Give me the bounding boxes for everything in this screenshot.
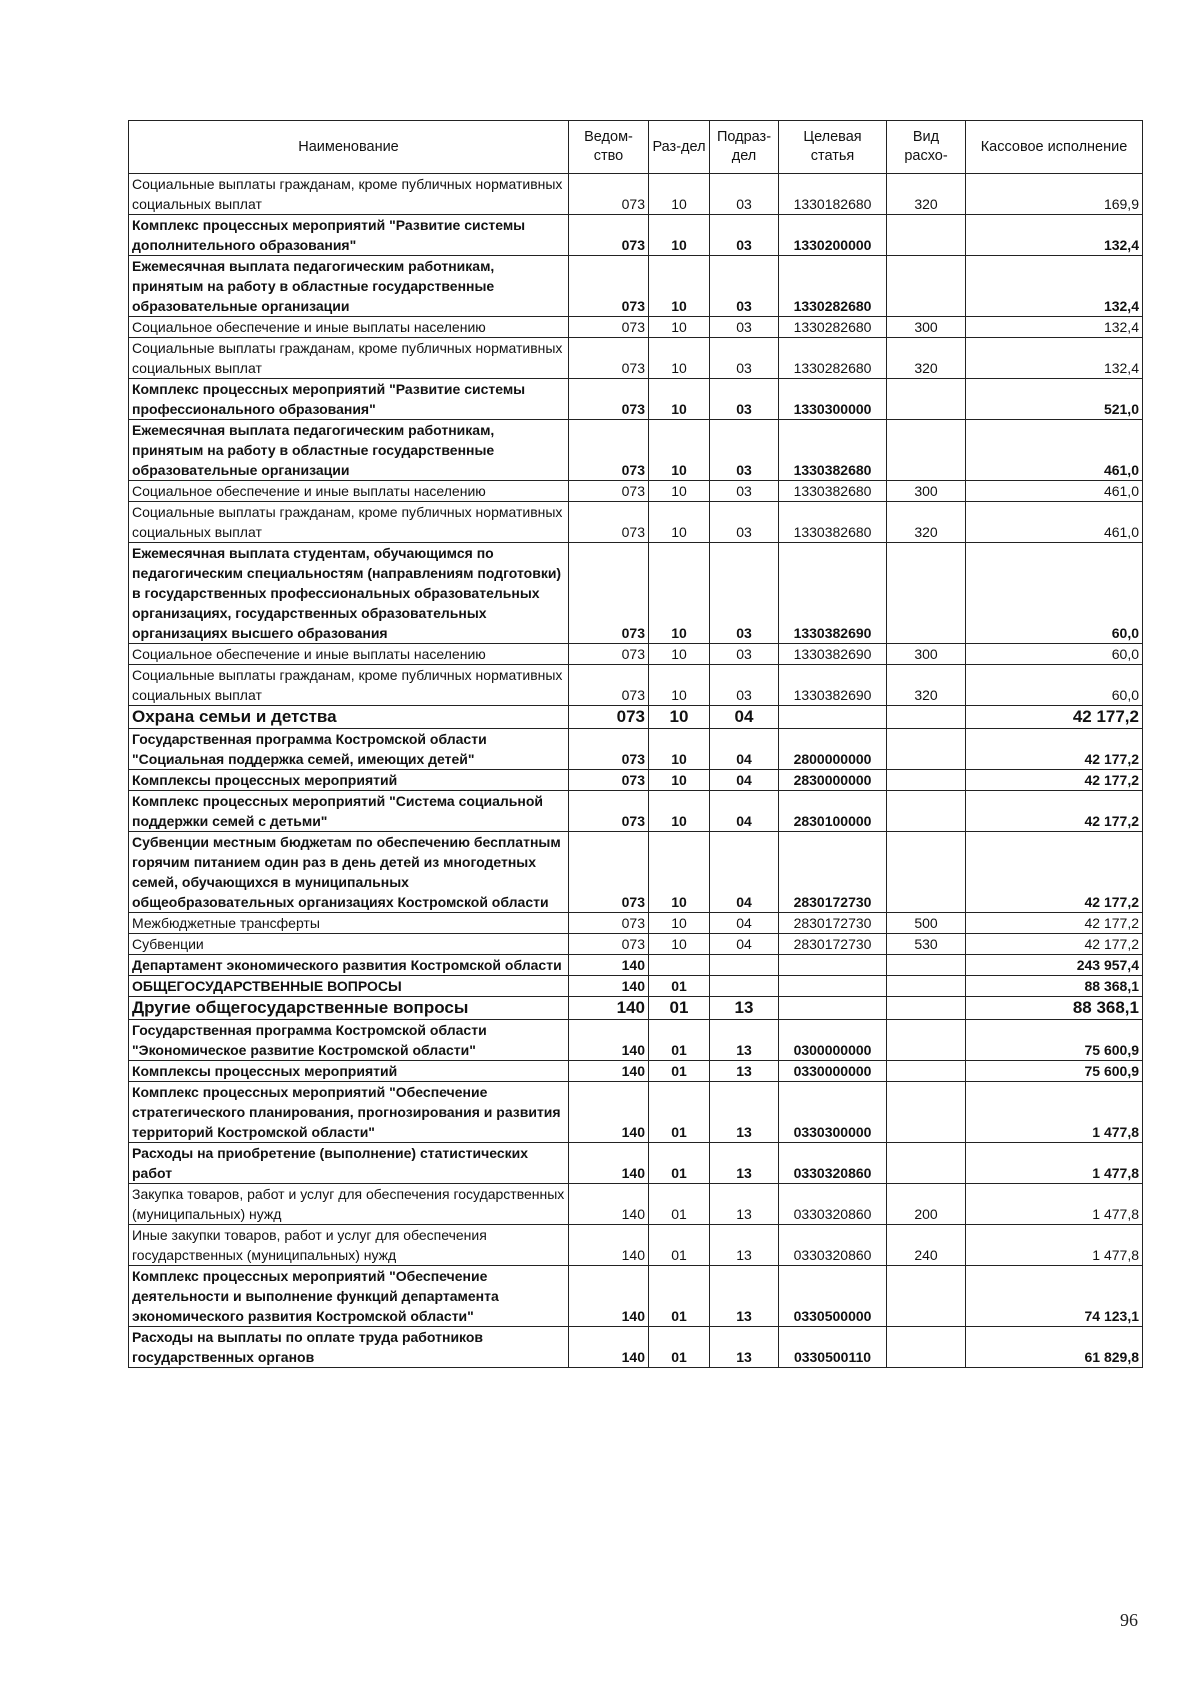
- row-vedomstvo: 073: [569, 317, 649, 338]
- row-kassovoe-ispolnenie: 42 177,2: [966, 729, 1143, 770]
- row-razdel: 10: [649, 174, 710, 215]
- row-vedomstvo: 073: [569, 256, 649, 317]
- row-podrazdel: 13: [710, 1061, 779, 1082]
- row-razdel: 01: [649, 1020, 710, 1061]
- row-kassovoe-ispolnenie: 75 600,9: [966, 1020, 1143, 1061]
- row-vedomstvo: 073: [569, 502, 649, 543]
- row-vedomstvo: 073: [569, 379, 649, 420]
- row-vid-rashoda: [887, 1143, 966, 1184]
- table-row: [129, 420, 1143, 481]
- row-vedomstvo: 073: [569, 729, 649, 770]
- row-kassovoe-ispolnenie: 42 177,2: [966, 934, 1143, 955]
- header-razdel: Раз-дел: [649, 121, 710, 174]
- table-row: [129, 832, 1143, 913]
- row-razdel: 10: [649, 317, 710, 338]
- row-name: Комплекс процессных мероприятий "Обеспечение деятельности и выполнение функций департамента экономического развития Костромской области": [129, 1266, 569, 1327]
- header-kassovoe-ispolnenie: Кассовое исполнение: [966, 121, 1143, 174]
- row-celevaya-statya: 2800000000: [779, 729, 887, 770]
- row-celevaya-statya: 0330320860: [779, 1225, 887, 1266]
- row-vid-rashoda: 320: [887, 502, 966, 543]
- row-razdel: 10: [649, 913, 710, 934]
- row-kassovoe-ispolnenie: 1 477,8: [966, 1143, 1143, 1184]
- row-celevaya-statya: 1330382680: [779, 502, 887, 543]
- table-row: [129, 1225, 1143, 1266]
- table-row: [129, 1061, 1143, 1082]
- row-razdel: 01: [649, 1082, 710, 1143]
- row-kassovoe-ispolnenie: 1 477,8: [966, 1184, 1143, 1225]
- table-row: [129, 729, 1143, 770]
- table-row: [129, 1082, 1143, 1143]
- row-celevaya-statya: 2830172730: [779, 832, 887, 913]
- row-kassovoe-ispolnenie: 61 829,8: [966, 1327, 1143, 1368]
- row-vid-rashoda: [887, 997, 966, 1020]
- row-name: Социальное обеспечение и иные выплаты населению: [129, 481, 569, 502]
- row-podrazdel: [710, 976, 779, 997]
- row-name: Другие общегосударственные вопросы: [129, 997, 569, 1020]
- row-podrazdel: 13: [710, 1266, 779, 1327]
- row-celevaya-statya: [779, 706, 887, 729]
- row-razdel: 01: [649, 1266, 710, 1327]
- row-kassovoe-ispolnenie: 132,4: [966, 338, 1143, 379]
- row-name: Социальные выплаты гражданам, кроме публичных нормативных социальных выплат: [129, 174, 569, 215]
- table-row: [129, 997, 1143, 1020]
- row-vid-rashoda: [887, 256, 966, 317]
- table-row: [129, 379, 1143, 420]
- row-name: Субвенции: [129, 934, 569, 955]
- budget-table-sheet: [128, 120, 1142, 1368]
- table-row: [129, 665, 1143, 706]
- row-podrazdel: 04: [710, 770, 779, 791]
- table-row: [129, 256, 1143, 317]
- row-vedomstvo: 140: [569, 1143, 649, 1184]
- row-vedomstvo: 073: [569, 420, 649, 481]
- row-podrazdel: 04: [710, 791, 779, 832]
- row-kassovoe-ispolnenie: 169,9: [966, 174, 1143, 215]
- row-kassovoe-ispolnenie: 42 177,2: [966, 770, 1143, 791]
- header-podrazdel: Подраз-дел: [710, 121, 779, 174]
- row-celevaya-statya: 0330300000: [779, 1082, 887, 1143]
- header-name: Наименование: [129, 121, 569, 174]
- row-razdel: 10: [649, 481, 710, 502]
- row-vid-rashoda: [887, 770, 966, 791]
- row-vid-rashoda: [887, 1327, 966, 1368]
- row-razdel: 10: [649, 832, 710, 913]
- row-kassovoe-ispolnenie: 521,0: [966, 379, 1143, 420]
- row-vedomstvo: 073: [569, 338, 649, 379]
- row-vedomstvo: 140: [569, 1266, 649, 1327]
- row-podrazdel: 03: [710, 543, 779, 644]
- table-row: [129, 502, 1143, 543]
- row-podrazdel: 03: [710, 420, 779, 481]
- row-vid-rashoda: [887, 1266, 966, 1327]
- page-number: 96: [1120, 1610, 1138, 1630]
- budget-table: [128, 120, 1143, 1368]
- row-celevaya-statya: 1330182680: [779, 174, 887, 215]
- row-name: Ежемесячная выплата педагогическим работникам, принятым на работу в областные государственные образовательные организации: [129, 256, 569, 317]
- row-vid-rashoda: 300: [887, 317, 966, 338]
- row-name: Ежемесячная выплата педагогическим работникам, принятым на работу в областные государственные образовательные организации: [129, 420, 569, 481]
- row-kassovoe-ispolnenie: 42 177,2: [966, 706, 1143, 729]
- row-name: Департамент экономического развития Костромской области: [129, 955, 569, 976]
- row-celevaya-statya: 1330382690: [779, 644, 887, 665]
- row-vedomstvo: 140: [569, 1082, 649, 1143]
- header-vid-rashoda: Вид расхо-: [887, 121, 966, 174]
- row-name: Государственная программа Костромской области "Социальная поддержка семей, имеющих детей": [129, 729, 569, 770]
- row-vedomstvo: 073: [569, 706, 649, 729]
- row-celevaya-statya: 2830172730: [779, 934, 887, 955]
- row-podrazdel: 03: [710, 215, 779, 256]
- table-row: [129, 481, 1143, 502]
- row-podrazdel: 13: [710, 1143, 779, 1184]
- row-celevaya-statya: 1330282680: [779, 317, 887, 338]
- row-vedomstvo: 140: [569, 955, 649, 976]
- row-vid-rashoda: [887, 215, 966, 256]
- row-name: Охрана семьи и детства: [129, 706, 569, 729]
- row-kassovoe-ispolnenie: 461,0: [966, 420, 1143, 481]
- row-celevaya-statya: 1330382680: [779, 420, 887, 481]
- table-row: [129, 644, 1143, 665]
- row-celevaya-statya: 0330000000: [779, 1061, 887, 1082]
- row-podrazdel: 04: [710, 934, 779, 955]
- table-row: [129, 1143, 1143, 1184]
- row-vid-rashoda: 300: [887, 481, 966, 502]
- row-vedomstvo: 073: [569, 934, 649, 955]
- row-podrazdel: 03: [710, 256, 779, 317]
- row-vedomstvo: 140: [569, 1020, 649, 1061]
- row-razdel: 10: [649, 256, 710, 317]
- row-razdel: 10: [649, 644, 710, 665]
- row-podrazdel: 04: [710, 913, 779, 934]
- row-kassovoe-ispolnenie: 60,0: [966, 543, 1143, 644]
- row-razdel: 01: [649, 1225, 710, 1266]
- table-row: [129, 338, 1143, 379]
- row-vedomstvo: 140: [569, 1327, 649, 1368]
- row-vid-rashoda: [887, 1020, 966, 1061]
- row-vid-rashoda: [887, 1082, 966, 1143]
- row-podrazdel: 13: [710, 1184, 779, 1225]
- row-name: Ежемесячная выплата студентам, обучающимся по педагогическим специальностям (направлениям подготовки) в государственных профессиональных образовательных организациях, государственных образовательных организациях высшего образования: [129, 543, 569, 644]
- table-row: [129, 174, 1143, 215]
- row-name: Субвенции местным бюджетам по обеспечению бесплатным горячим питанием один раз в день детей из многодетных семей, обучающихся в муниципальных общеобразовательных организациях Костромской области: [129, 832, 569, 913]
- row-vedomstvo: 073: [569, 215, 649, 256]
- row-podrazdel: 13: [710, 997, 779, 1020]
- row-name: Комплексы процессных мероприятий: [129, 770, 569, 791]
- row-name: Комплекс процессных мероприятий "Развитие системы дополнительного образования": [129, 215, 569, 256]
- row-vid-rashoda: [887, 379, 966, 420]
- row-razdel: 10: [649, 729, 710, 770]
- row-vedomstvo: 073: [569, 644, 649, 665]
- row-razdel: 10: [649, 934, 710, 955]
- row-celevaya-statya: 1330282680: [779, 338, 887, 379]
- row-kassovoe-ispolnenie: 461,0: [966, 481, 1143, 502]
- row-celevaya-statya: 2830172730: [779, 913, 887, 934]
- row-vedomstvo: 073: [569, 770, 649, 791]
- row-podrazdel: 03: [710, 502, 779, 543]
- row-celevaya-statya: [779, 976, 887, 997]
- row-kassovoe-ispolnenie: 243 957,4: [966, 955, 1143, 976]
- row-vedomstvo: 140: [569, 997, 649, 1020]
- row-podrazdel: 13: [710, 1082, 779, 1143]
- header-vedomstvo: Ведом-ство: [569, 121, 649, 174]
- row-vedomstvo: 140: [569, 1225, 649, 1266]
- row-celevaya-statya: 2830000000: [779, 770, 887, 791]
- row-name: ОБЩЕГОСУДАРСТВЕННЫЕ ВОПРОСЫ: [129, 976, 569, 997]
- row-podrazdel: 04: [710, 706, 779, 729]
- row-celevaya-statya: 1330282680: [779, 256, 887, 317]
- row-name: Социальные выплаты гражданам, кроме публичных нормативных социальных выплат: [129, 338, 569, 379]
- row-name: Государственная программа Костромской области "Экономическое развитие Костромской области": [129, 1020, 569, 1061]
- row-razdel: 10: [649, 706, 710, 729]
- row-razdel: [649, 955, 710, 976]
- table-row: [129, 215, 1143, 256]
- row-name: Комплекс процессных мероприятий "Развитие системы профессионального образования": [129, 379, 569, 420]
- row-podrazdel: 03: [710, 174, 779, 215]
- row-vedomstvo: 073: [569, 913, 649, 934]
- row-vedomstvo: 140: [569, 1061, 649, 1082]
- row-razdel: 10: [649, 665, 710, 706]
- row-celevaya-statya: 0330500000: [779, 1266, 887, 1327]
- row-kassovoe-ispolnenie: 88 368,1: [966, 976, 1143, 997]
- row-vid-rashoda: 530: [887, 934, 966, 955]
- table-row: [129, 317, 1143, 338]
- row-podrazdel: 13: [710, 1020, 779, 1061]
- row-vid-rashoda: 200: [887, 1184, 966, 1225]
- row-kassovoe-ispolnenie: 132,4: [966, 215, 1143, 256]
- row-podrazdel: 03: [710, 644, 779, 665]
- row-vid-rashoda: 500: [887, 913, 966, 934]
- row-razdel: 10: [649, 215, 710, 256]
- table-row: [129, 706, 1143, 729]
- row-podrazdel: 04: [710, 729, 779, 770]
- table-row: [129, 913, 1143, 934]
- row-name: Комплекс процессных мероприятий "Обеспечение стратегического планирования, прогнозирования и развития территорий Костромской области": [129, 1082, 569, 1143]
- row-razdel: 01: [649, 1327, 710, 1368]
- row-kassovoe-ispolnenie: 461,0: [966, 502, 1143, 543]
- row-kassovoe-ispolnenie: 132,4: [966, 317, 1143, 338]
- table-row: [129, 543, 1143, 644]
- row-kassovoe-ispolnenie: 88 368,1: [966, 997, 1143, 1020]
- row-celevaya-statya: 2830100000: [779, 791, 887, 832]
- row-name: Расходы на приобретение (выполнение) статистических работ: [129, 1143, 569, 1184]
- row-razdel: 01: [649, 1061, 710, 1082]
- table-row: [129, 976, 1143, 997]
- row-razdel: 01: [649, 1184, 710, 1225]
- row-podrazdel: 03: [710, 317, 779, 338]
- row-vedomstvo: 140: [569, 1184, 649, 1225]
- row-celevaya-statya: 1330382690: [779, 543, 887, 644]
- row-celevaya-statya: 1330200000: [779, 215, 887, 256]
- row-celevaya-statya: [779, 997, 887, 1020]
- row-vid-rashoda: 320: [887, 338, 966, 379]
- row-vid-rashoda: [887, 832, 966, 913]
- row-vedomstvo: 073: [569, 832, 649, 913]
- row-vid-rashoda: [887, 420, 966, 481]
- row-razdel: 10: [649, 420, 710, 481]
- row-podrazdel: 04: [710, 832, 779, 913]
- row-name: Комплексы процессных мероприятий: [129, 1061, 569, 1082]
- table-row: [129, 770, 1143, 791]
- row-vedomstvo: 073: [569, 481, 649, 502]
- table-header-row: [129, 121, 1143, 174]
- row-name: Закупка товаров, работ и услуг для обеспечения государственных (муниципальных) нужд: [129, 1184, 569, 1225]
- row-vid-rashoda: 300: [887, 644, 966, 665]
- table-row: [129, 934, 1143, 955]
- row-podrazdel: 03: [710, 379, 779, 420]
- table-row: [129, 1266, 1143, 1327]
- row-vid-rashoda: [887, 706, 966, 729]
- row-podrazdel: 03: [710, 338, 779, 379]
- row-kassovoe-ispolnenie: 42 177,2: [966, 832, 1143, 913]
- row-vid-rashoda: 240: [887, 1225, 966, 1266]
- row-celevaya-statya: 0330500110: [779, 1327, 887, 1368]
- row-kassovoe-ispolnenie: 42 177,2: [966, 913, 1143, 934]
- table-row: [129, 791, 1143, 832]
- row-vid-rashoda: [887, 955, 966, 976]
- row-name: Социальные выплаты гражданам, кроме публичных нормативных социальных выплат: [129, 502, 569, 543]
- row-podrazdel: 03: [710, 665, 779, 706]
- table-row: [129, 1327, 1143, 1368]
- row-vedomstvo: 073: [569, 791, 649, 832]
- row-vid-rashoda: [887, 1061, 966, 1082]
- header-celevaya-statya: Целевая статья: [779, 121, 887, 174]
- row-razdel: 10: [649, 543, 710, 644]
- row-razdel: 01: [649, 1143, 710, 1184]
- row-razdel: 10: [649, 502, 710, 543]
- row-podrazdel: 13: [710, 1327, 779, 1368]
- row-kassovoe-ispolnenie: 1 477,8: [966, 1082, 1143, 1143]
- row-name: Социальные выплаты гражданам, кроме публичных нормативных социальных выплат: [129, 665, 569, 706]
- row-name: Иные закупки товаров, работ и услуг для обеспечения государственных (муниципальных) нужд: [129, 1225, 569, 1266]
- row-kassovoe-ispolnenie: 60,0: [966, 644, 1143, 665]
- row-celevaya-statya: 1330382680: [779, 481, 887, 502]
- row-celevaya-statya: 0330320860: [779, 1184, 887, 1225]
- row-razdel: 10: [649, 379, 710, 420]
- row-razdel: 01: [649, 976, 710, 997]
- row-celevaya-statya: [779, 955, 887, 976]
- row-kassovoe-ispolnenie: 132,4: [966, 256, 1143, 317]
- row-podrazdel: 03: [710, 481, 779, 502]
- row-name: Комплекс процессных мероприятий "Система социальной поддержки семей с детьми": [129, 791, 569, 832]
- row-vid-rashoda: [887, 791, 966, 832]
- row-celevaya-statya: 1330300000: [779, 379, 887, 420]
- row-name: Расходы на выплаты по оплате труда работников государственных органов: [129, 1327, 569, 1368]
- row-celevaya-statya: 1330382690: [779, 665, 887, 706]
- row-vid-rashoda: 320: [887, 665, 966, 706]
- row-name: Социальное обеспечение и иные выплаты населению: [129, 317, 569, 338]
- row-celevaya-statya: 0300000000: [779, 1020, 887, 1061]
- row-kassovoe-ispolnenie: 1 477,8: [966, 1225, 1143, 1266]
- table-row: [129, 1184, 1143, 1225]
- row-vid-rashoda: [887, 543, 966, 644]
- row-kassovoe-ispolnenie: 74 123,1: [966, 1266, 1143, 1327]
- row-vedomstvo: 073: [569, 543, 649, 644]
- row-name: Социальное обеспечение и иные выплаты населению: [129, 644, 569, 665]
- row-razdel: 01: [649, 997, 710, 1020]
- row-razdel: 10: [649, 770, 710, 791]
- row-vedomstvo: 140: [569, 976, 649, 997]
- row-kassovoe-ispolnenie: 60,0: [966, 665, 1143, 706]
- row-razdel: 10: [649, 791, 710, 832]
- row-podrazdel: 13: [710, 1225, 779, 1266]
- row-vid-rashoda: 320: [887, 174, 966, 215]
- row-celevaya-statya: 0330320860: [779, 1143, 887, 1184]
- table-body: [129, 174, 1143, 1368]
- row-kassovoe-ispolnenie: 42 177,2: [966, 791, 1143, 832]
- row-podrazdel: [710, 955, 779, 976]
- row-vid-rashoda: [887, 729, 966, 770]
- row-kassovoe-ispolnenie: 75 600,9: [966, 1061, 1143, 1082]
- table-row: [129, 1020, 1143, 1061]
- row-name: Межбюджетные трансферты: [129, 913, 569, 934]
- row-vedomstvo: 073: [569, 174, 649, 215]
- row-vedomstvo: 073: [569, 665, 649, 706]
- row-vid-rashoda: [887, 976, 966, 997]
- table-row: [129, 955, 1143, 976]
- row-razdel: 10: [649, 338, 710, 379]
